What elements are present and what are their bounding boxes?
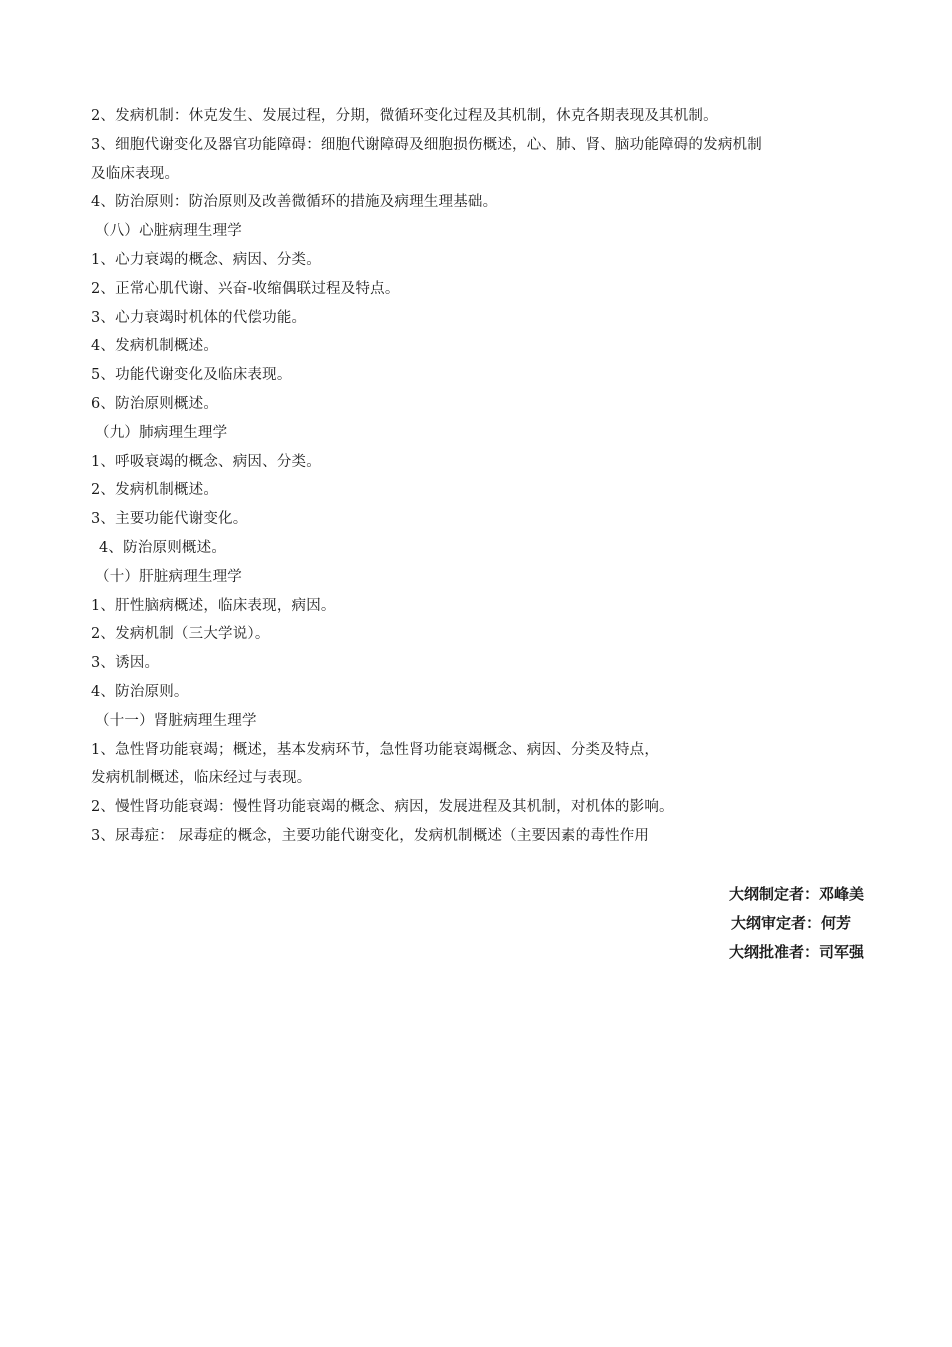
text-line: 2、发病机制概述。 bbox=[91, 482, 219, 499]
text-line: 1、心力衰竭的概念、病因、分类。 bbox=[91, 251, 321, 268]
text-line: 1、肝性脑病概述，临床表现，病因。 bbox=[91, 597, 336, 614]
text-line: 发病机制概述，临床经过与表现。 bbox=[91, 770, 312, 787]
text-line: 3、尿毒症： 尿毒症的概念，主要功能代谢变化，发病机制概述（主要因素的毒性作用 bbox=[91, 827, 650, 844]
signature-block bbox=[729, 880, 864, 967]
text-line: 5、功能代谢变化及临床表现。 bbox=[91, 367, 292, 384]
syllabus-approver: 大纲批准者：司军强 bbox=[728, 943, 864, 961]
text-line: 4、防治原则：防治原则及改善微循环的措施及病理生理基础。 bbox=[91, 194, 498, 211]
text-line: 2、慢性肾功能衰竭：慢性肾功能衰竭的概念、病因，发展进程及其机制，对机体的影响。 bbox=[91, 799, 674, 816]
section-heading: （九）肺病理生理学 bbox=[95, 424, 228, 441]
syllabus-reviewer: 大纲审定者：何芳 bbox=[730, 914, 851, 932]
text-line: 3、心力衰竭时机体的代偿功能。 bbox=[91, 309, 307, 326]
section-heading: （十一）肾脏病理生理学 bbox=[95, 712, 257, 729]
text-line: 2、发病机制：休克发生、发展过程，分期，微循环变化过程及其机制，休克各期表现及其机制。 bbox=[91, 108, 718, 124]
text-line: 3、主要功能代谢变化。 bbox=[91, 511, 248, 528]
text-line: 1、呼吸衰竭的概念、病因、分类。 bbox=[91, 453, 321, 470]
text-line: 3、细胞代谢变化及器官功能障碍：细胞代谢障碍及细胞损伤概述，心、肺、肾、脑功能障碍的发病机制 bbox=[91, 136, 762, 153]
text-line: 及临床表现。 bbox=[91, 165, 180, 182]
section-heading: （十）肝脏病理生理学 bbox=[95, 568, 242, 585]
syllabus-maker: 大纲制定者：邓峰美 bbox=[728, 885, 864, 903]
text-line: 4、发病机制概述。 bbox=[91, 338, 219, 355]
text-line: 4、防治原则概述。 bbox=[99, 539, 227, 556]
text-line: 3、诱因。 bbox=[91, 655, 160, 672]
text-line: 6、防治原则概述。 bbox=[91, 395, 219, 412]
syllabus-body bbox=[91, 102, 881, 851]
text-line: 2、发病机制（三大学说）。 bbox=[91, 626, 270, 643]
section-heading: （八）心脏病理生理学 bbox=[95, 223, 242, 240]
text-line: 1、急性肾功能衰竭；概述，基本发病环节，急性肾功能衰竭概念、病因、分类及特点， bbox=[91, 741, 660, 758]
text-line: 2、正常心肌代谢、兴奋-收缩偶联过程及特点。 bbox=[91, 280, 400, 297]
text-line: 4、防治原则。 bbox=[91, 683, 189, 700]
